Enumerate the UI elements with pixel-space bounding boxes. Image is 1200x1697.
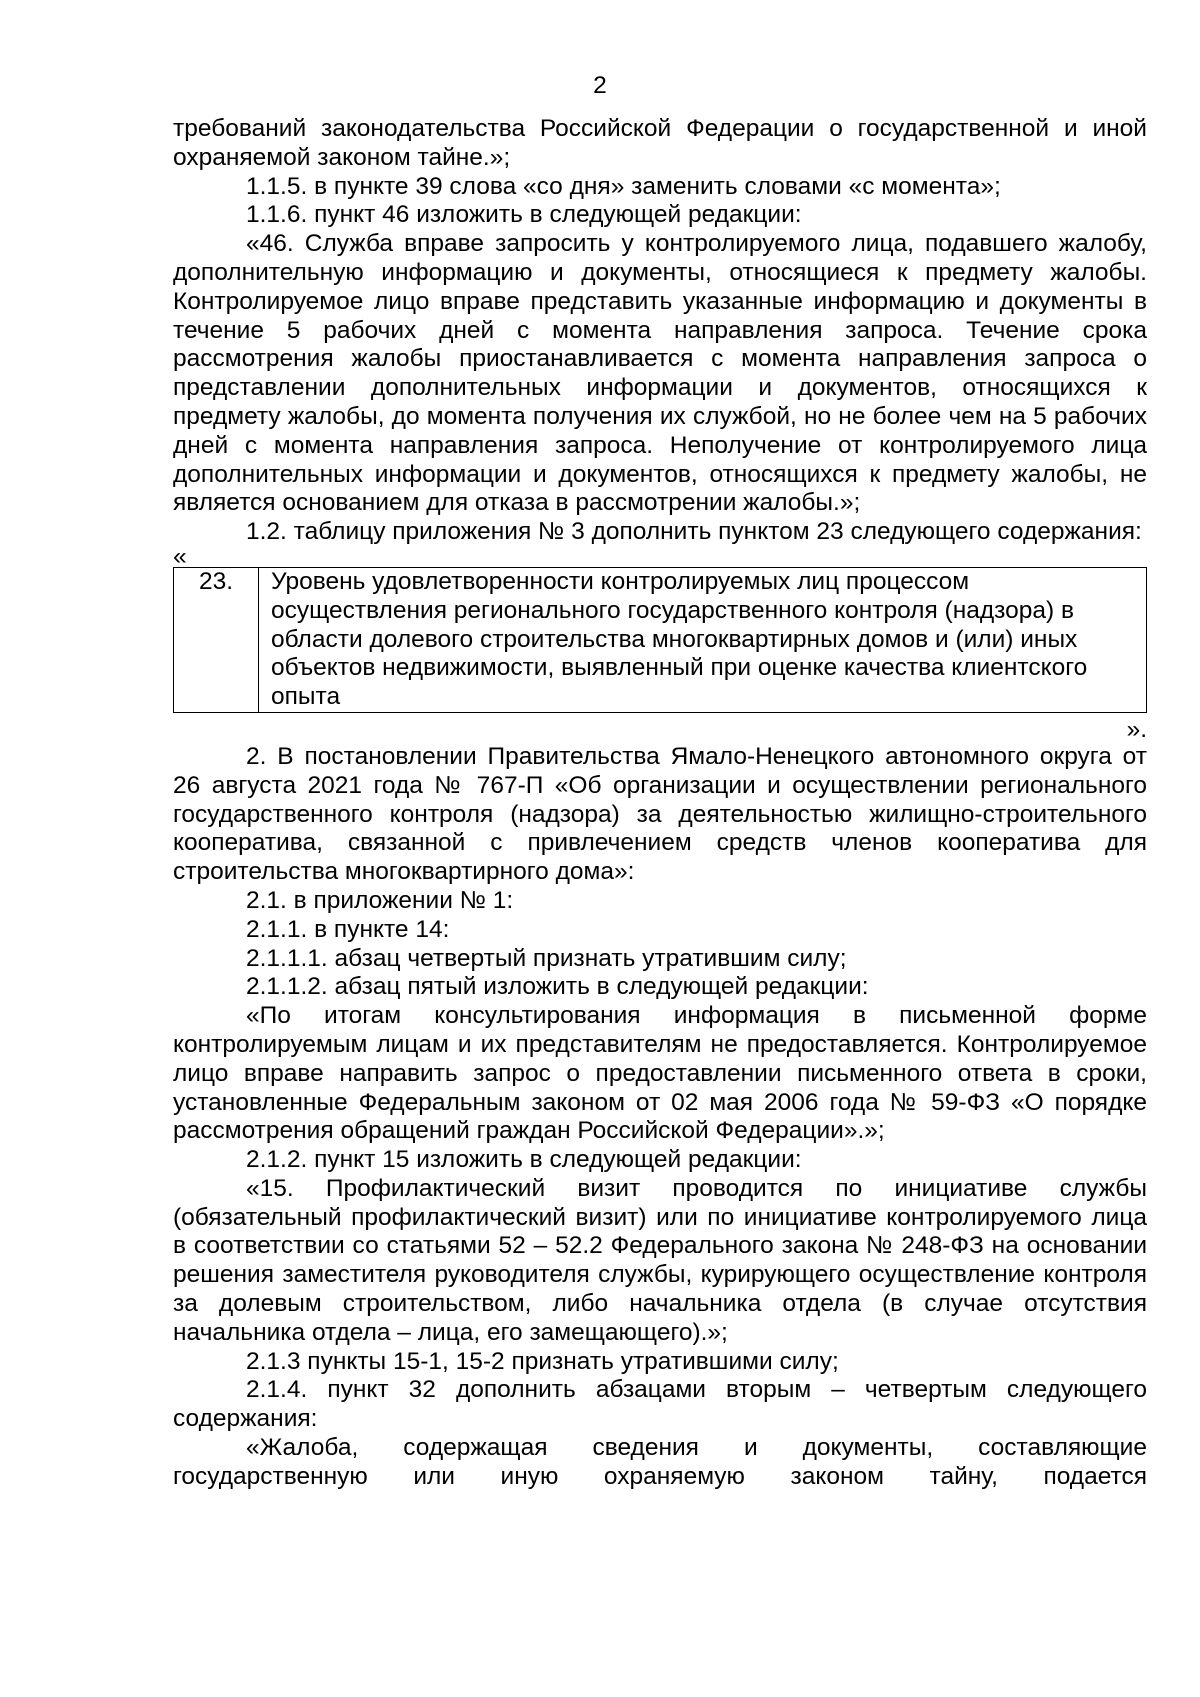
- paragraph: 2.1.1.2. абзац пятый изложить в следующей редакции:: [246, 973, 869, 1001]
- quote-open-mark: «: [173, 542, 187, 570]
- paragraph: «46. Служба вправе запросить у контролируемого лица, подавшего жалобу, дополнительную информацию и документы, относящиеся к предмету жалобы. Контролируемое лицо вправе представить указанные информацию и документы в течение 5 рабочих дней с момента направления запроса. Течение срока рассмотрения жалобы приостанавливается с момента направления запроса о представлении дополнительных информации и документов, относящихся к предмету жалобы, до момента получения их службой, но не более чем на 5 рабочих дней с момента направления запроса. Неполучение от контролируемого лица дополнительных информации и документов, относящихся к предмету жалобы, не является основанием для отказа в рассмотрении жалобы.»;: [173, 230, 1147, 517]
- paragraph: «По итогам консультирования информация в письменной форме контролируемым лицам и их представителям не предоставляется. Контролируемое лицо вправе направить запрос о предоставлении письменного ответа в сроки, установленные Федеральным законом от 02 мая 2006 года № 59-ФЗ «О порядке рассмотрения обращений граждан Российской Федерации».»;: [173, 1002, 1147, 1145]
- document-body: [173, 115, 1147, 1492]
- table-cell-number: 23.: [174, 567, 259, 712]
- paragraph: 1.1.5. в пункте 39 слова «со дня» заменить словами «с момента»;: [246, 172, 1001, 200]
- page-number: 2: [593, 72, 607, 99]
- appendix-table: [173, 567, 1147, 713]
- paragraph: требований законодательства Российской Федерации о государственной и иной охраняемой законом тайне.»;: [173, 115, 1147, 171]
- paragraph: 2.1. в приложении № 1:: [246, 886, 514, 914]
- paragraph: 1.2. таблицу приложения № 3 дополнить пунктом 23 следующего содержания:: [246, 518, 1142, 546]
- paragraph: 2.1.1.1. абзац четвертый признать утратившим силу;: [246, 944, 847, 972]
- paragraph: «Жалоба, содержащая сведения и документы, составляющие государственную или иную охраняемую законом тайну, подается: [173, 1434, 1147, 1490]
- paragraph: «15. Профилактический визит проводится по инициативе службы (обязательный профилактический визит) или по инициативе контролируемого лица в соответствии со статьями 52 – 52.2 Федерального закона № 248-ФЗ на основании решения заместителя руководителя службы, курирующего осуществление контроля за долевым строительством, либо начальника отдела (в случае отсутствия начальника отдела – лица, его замещающего).»;: [173, 1174, 1147, 1346]
- paragraph: 2.1.2. пункт 15 изложить в следующей редакции:: [246, 1146, 802, 1174]
- quote-close-mark: ».: [1126, 715, 1147, 743]
- paragraph: 2.1.4. пункт 32 дополнить абзацами вторым – четвертым следующего содержания:: [173, 1376, 1147, 1433]
- table-row: [174, 567, 1147, 712]
- paragraphs-top: [173, 115, 1147, 547]
- paragraphs-bottom: [173, 743, 1147, 1492]
- table-cell-text: Уровень удовлетворенности контролируемых лиц процессом осуществления регионального государственного контроля (надзора) в области долевого строительства многоквартирных домов и (или) иных объектов недвижимости, выявленный при оценке качества клиентского опыта: [259, 567, 1147, 712]
- paragraph: 1.1.6. пункт 46 изложить в следующей редакции:: [246, 201, 802, 229]
- paragraph: 2.1.3 пункты 15-1, 15-2 признать утратившими силу;: [246, 1347, 839, 1375]
- paragraph: 2. В постановлении Правительства Ямало-Ненецкого автономного округа от 26 августа 2021 года № 767-П «Об организации и осуществлении регионального государственного контроля (надзора) за деятельностью жилищно-строительного кооператива, связанной с привлечением средств членов кооператива для строительства многоквартирного дома»:: [173, 742, 1147, 886]
- paragraph: 2.1.1. в пункте 14:: [246, 915, 450, 943]
